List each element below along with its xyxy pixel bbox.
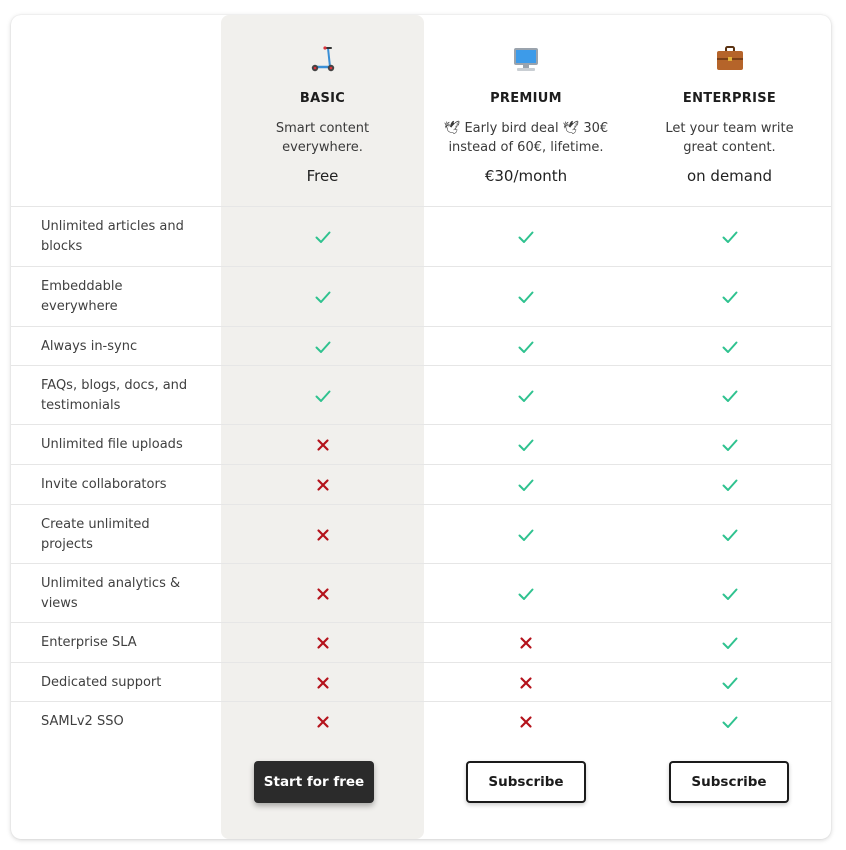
feature-row bbox=[11, 365, 831, 425]
feature-row bbox=[11, 701, 831, 741]
check-icon bbox=[313, 337, 333, 357]
plan-description-line: great content. bbox=[683, 140, 776, 155]
check-icon bbox=[516, 584, 536, 604]
plan-description-line: 🕊 Early bird deal 🕊 30€ bbox=[443, 121, 609, 136]
feature-label: Enterprise SLA bbox=[41, 634, 137, 650]
plan-description-line: instead of 60€, lifetime. bbox=[448, 140, 604, 155]
feature-label: SAMLv2 SSO bbox=[41, 713, 124, 729]
feature-row bbox=[11, 326, 831, 366]
desktop-computer-icon bbox=[510, 43, 542, 75]
cross-icon bbox=[313, 712, 333, 732]
plan-description-line: Smart content bbox=[275, 121, 370, 136]
cross-icon bbox=[313, 673, 333, 693]
plan-description-line: everywhere. bbox=[282, 140, 363, 155]
plan-header-premium bbox=[424, 15, 628, 205]
feature-label: Embeddable everywhere bbox=[41, 278, 123, 314]
check-icon bbox=[516, 525, 536, 545]
plan-price-enterprise: on demand bbox=[686, 167, 773, 185]
check-icon bbox=[720, 673, 740, 693]
check-icon bbox=[720, 584, 740, 604]
plan-name-basic: BASIC bbox=[299, 91, 346, 106]
start-for-free-button[interactable]: Start for free bbox=[254, 761, 374, 803]
feature-row bbox=[11, 266, 831, 326]
feature-row bbox=[11, 464, 831, 504]
feature-row bbox=[11, 662, 831, 702]
feature-label: Unlimited analytics & views bbox=[41, 575, 181, 611]
check-icon bbox=[720, 633, 740, 653]
plan-price-basic: Free bbox=[306, 167, 339, 185]
feature-label: Unlimited articles and blocks bbox=[41, 218, 184, 254]
kick-scooter-icon bbox=[307, 43, 339, 75]
plan-price-premium: €30/month bbox=[484, 167, 568, 185]
check-icon bbox=[516, 386, 536, 406]
subscribe-enterprise-button[interactable]: Subscribe bbox=[669, 761, 789, 803]
cross-icon bbox=[516, 633, 536, 653]
check-icon bbox=[516, 287, 536, 307]
feature-row bbox=[11, 563, 831, 623]
check-icon bbox=[313, 386, 333, 406]
cross-icon bbox=[313, 525, 333, 545]
check-icon bbox=[720, 435, 740, 455]
cross-icon bbox=[516, 673, 536, 693]
check-icon bbox=[516, 475, 536, 495]
check-icon bbox=[516, 435, 536, 455]
check-icon bbox=[720, 525, 740, 545]
feature-label: FAQs, blogs, docs, and testimonials bbox=[41, 377, 188, 413]
plan-header-enterprise bbox=[628, 15, 831, 205]
cross-icon bbox=[313, 584, 333, 604]
feature-row bbox=[11, 504, 831, 564]
check-icon bbox=[720, 475, 740, 495]
cross-icon bbox=[516, 712, 536, 732]
check-icon bbox=[313, 287, 333, 307]
briefcase-icon bbox=[714, 43, 746, 75]
cross-icon bbox=[313, 435, 333, 455]
feature-row bbox=[11, 424, 831, 464]
check-icon bbox=[720, 227, 740, 247]
check-icon bbox=[720, 337, 740, 357]
plan-name-enterprise: ENTERPRISE bbox=[682, 91, 777, 106]
plan-header-basic bbox=[221, 15, 424, 205]
subscribe-premium-button[interactable]: Subscribe bbox=[466, 761, 586, 803]
check-icon bbox=[516, 227, 536, 247]
feature-label: Invite collaborators bbox=[41, 476, 167, 492]
check-icon bbox=[516, 337, 536, 357]
check-icon bbox=[720, 386, 740, 406]
plan-description-line: Let your team write bbox=[665, 121, 794, 136]
plan-description-premium bbox=[436, 119, 616, 157]
feature-row bbox=[11, 622, 831, 662]
feature-label: Always in-sync bbox=[41, 338, 138, 354]
feature-label: Unlimited file uploads bbox=[41, 436, 183, 452]
check-icon bbox=[313, 227, 333, 247]
cross-icon bbox=[313, 633, 333, 653]
feature-label: Create unlimited projects bbox=[41, 516, 150, 552]
pricing-table bbox=[11, 15, 831, 839]
feature-row bbox=[11, 206, 831, 266]
check-icon bbox=[720, 712, 740, 732]
plan-name-premium: PREMIUM bbox=[490, 91, 562, 106]
plan-description-enterprise bbox=[640, 119, 819, 157]
feature-label: Dedicated support bbox=[41, 674, 162, 690]
check-icon bbox=[720, 287, 740, 307]
plan-description-basic bbox=[233, 119, 412, 157]
cross-icon bbox=[313, 475, 333, 495]
